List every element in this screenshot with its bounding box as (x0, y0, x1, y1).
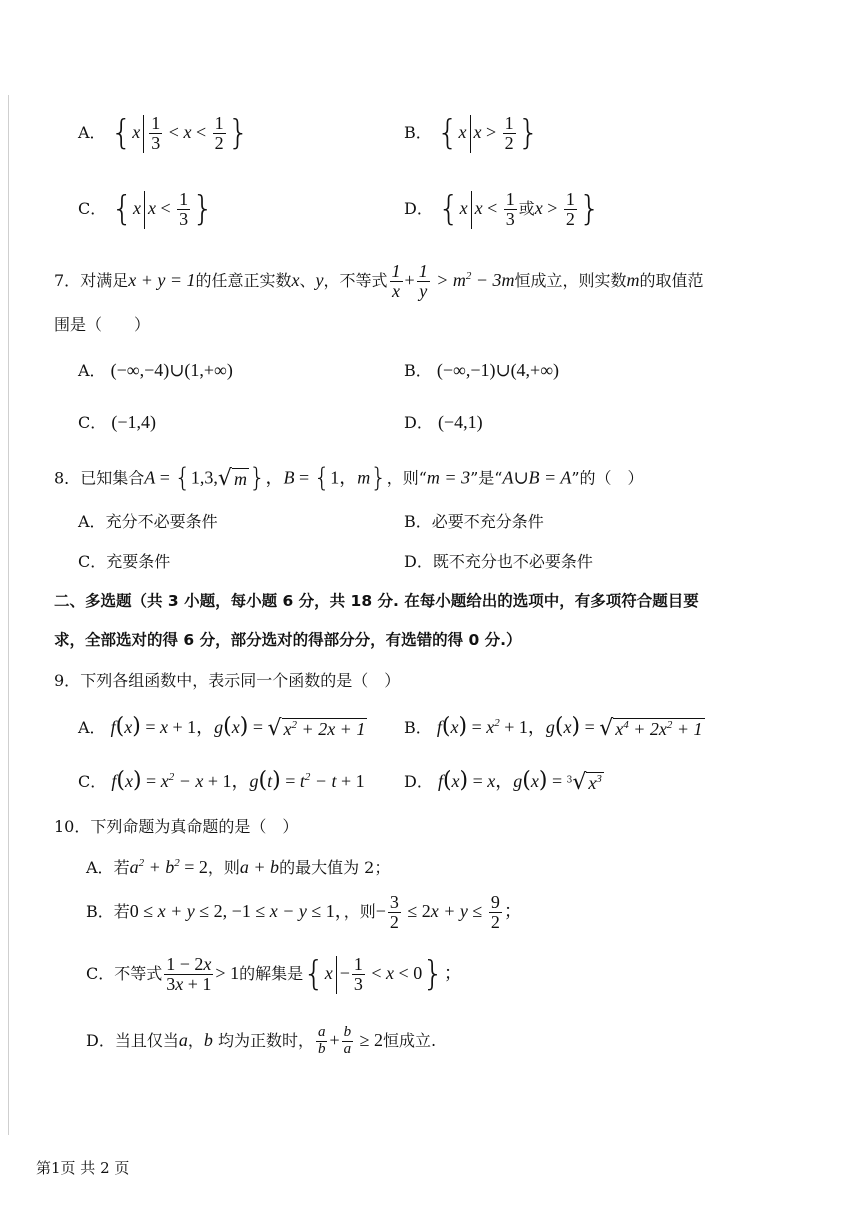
option-text: ，则 (343, 901, 376, 921)
q10-option-a: A．若$a^2 + b^2 = 2$，则a + b的最大值为 2； (86, 857, 391, 877)
q10-option-d: D．当且仅当a，b 均为正数时， $\frac{a}{b}$ + $\frac{b}{a}$ ≥ 2恒成立. (86, 1024, 437, 1057)
option-text: 恒成立. (383, 1030, 437, 1050)
q7-stem-line2: 围是（ ） (54, 315, 151, 334)
option-text: 不等式 (114, 964, 163, 984)
q7-condition: x + y = 1 (128, 269, 196, 290)
q7-option-c (78, 412, 156, 433)
option-label: A． (78, 123, 106, 143)
q8-option-b (404, 513, 544, 531)
option-label: B． (404, 123, 432, 143)
q7-stem: 7．对满足x + y = 1的任意正实数x、y，不等式 $\frac{1}{x}$ + $\frac{1}{y}$ > $m^2 - 3m$恒成立，则实数m的取值范 (54, 261, 704, 301)
option-label: B． (404, 718, 432, 737)
option-text: 若 (113, 901, 130, 921)
q9-option-c: C． $f(x) = x^2 - x + 1$，$g(t) = t^2 - t + 1$ (78, 768, 365, 793)
option-text: 的解集是 (239, 964, 304, 984)
option-label: A． (86, 858, 114, 877)
option-label: A． (78, 512, 106, 531)
q7-text: 对满足 (80, 270, 129, 290)
q8-text: ”的（ ） (571, 468, 644, 488)
option-label: D． (404, 199, 433, 219)
page-margin-line (8, 95, 9, 1135)
page-footer: 第1页 共 2 页 (36, 1159, 130, 1177)
q8-text: 已知集合 (80, 468, 145, 488)
q6-option-d: D． {x x < $\frac{1}{3}$ 或x > $\frac{1}{2}$ } (404, 189, 601, 230)
q8-stem: 8．已知集合A = {1,3,√ m}，B = {1，m}，则“m = 3”是“A∪B = A”的（ ） (54, 463, 644, 493)
q8-condition: m = 3 (426, 467, 471, 488)
q10-option-c: C．不等式 $\frac{1 - 2x}{3x + 1}$ > 1的解集是{x − $\frac{1}{3}$ < x < 0}； (86, 954, 462, 995)
q7-option-a (78, 360, 233, 381)
option-expr: (−∞,−1)∪(4,+∞) (436, 360, 560, 380)
q8-option-a (78, 513, 218, 531)
q7-text: 的任意正实数 (195, 270, 292, 290)
q9-text: 下列各组函数中，表示同一个函数的是（ ） (80, 671, 401, 690)
option-text: 当且仅当 (114, 1030, 179, 1050)
question-number: 7． (54, 270, 81, 290)
q7-option-d (404, 412, 483, 433)
q8-option-d (404, 553, 593, 571)
q10-stem (54, 818, 298, 836)
q8-text: ”是“ (470, 468, 503, 488)
option-label: A． (78, 718, 106, 737)
q7-text: 的取值范 (639, 270, 704, 290)
section-heading: 二、多选题（共 3 小题，每小题 6 分，共 18 分. 在每小题给出的选项中，有多项符合题目要 (54, 592, 699, 610)
option-expr: (−4,1) (437, 412, 483, 432)
option-label: D． (404, 552, 433, 571)
option-label: C． (78, 199, 107, 219)
question-number: 8． (54, 468, 81, 488)
option-expr: (−∞,−4)∪(1,+∞) (110, 360, 233, 380)
q9-option-a: A． f(x) = x + 1，g(x) = √ $x^2 + 2x + 1$ (78, 714, 366, 741)
q9-option-b: B． $f(x) = x^2 + 1$，g(x) = √ $x^4 + 2x^2 + 1$ (404, 714, 703, 741)
option-label: B． (86, 901, 114, 921)
option-expr: (−1,4) (111, 412, 156, 432)
option-label: B． (404, 512, 432, 531)
option-text: 均为正数时， (217, 1030, 314, 1050)
option-label: D． (86, 1030, 115, 1050)
q6-option-a: A． {x $\frac{1}{3}$ < x < $\frac{1}{2}$ } (78, 113, 250, 154)
option-text: 既不充分也不必要条件 (432, 552, 593, 571)
option-text: 充要条件 (106, 552, 171, 571)
question-number: 10． (54, 817, 91, 836)
option-label: D． (404, 772, 433, 791)
q7-text: ，不等式 (323, 270, 388, 290)
or-word: 或 (518, 199, 535, 219)
option-text: 充分不必要条件 (105, 512, 218, 531)
section-heading-line2: 求，全部选对的得 6 分，部分选对的得部分分，有选错的得 0 分.） (54, 631, 522, 649)
question-number: 9． (54, 671, 81, 690)
q9-stem (54, 672, 400, 690)
option-text: 必要不充分条件 (431, 512, 544, 531)
option-label: C． (78, 772, 107, 791)
q8-condition2: A∪B = A (502, 467, 572, 488)
q7-option-b (404, 360, 559, 381)
q10-text: 下列命题为真命题的是（ ） (90, 817, 299, 836)
option-text: ，则 (207, 858, 240, 877)
option-label: C． (86, 964, 115, 984)
option-label: B． (404, 361, 432, 380)
option-label: D． (404, 413, 433, 432)
option-label: C． (78, 552, 107, 571)
option-text: 的最大值为 2； (279, 858, 391, 877)
q10-option-b: B．若0 ≤ x + y ≤ 2, −1 ≤ x − y ≤ 1，，则− $\frac{3}{2}$ ≤ 2x + y ≤ $\frac{9}{2}$ ； (86, 892, 522, 932)
q8-text: ，则“ (386, 468, 427, 488)
q7-text: 恒成立，则实数 (514, 270, 627, 290)
q9-option-d: D． f(x) = x，g(x) = $^3$√ $x^3$ (404, 768, 602, 795)
option-label: A． (78, 361, 106, 380)
q6-option-c: C． {x x < $\frac{1}{3}$ } (78, 189, 214, 230)
option-label: C． (78, 413, 107, 432)
q8-option-c (78, 553, 170, 571)
option-text: 若 (113, 858, 130, 877)
q6-option-b: B． {x x > $\frac{1}{2}$ } (404, 113, 540, 154)
